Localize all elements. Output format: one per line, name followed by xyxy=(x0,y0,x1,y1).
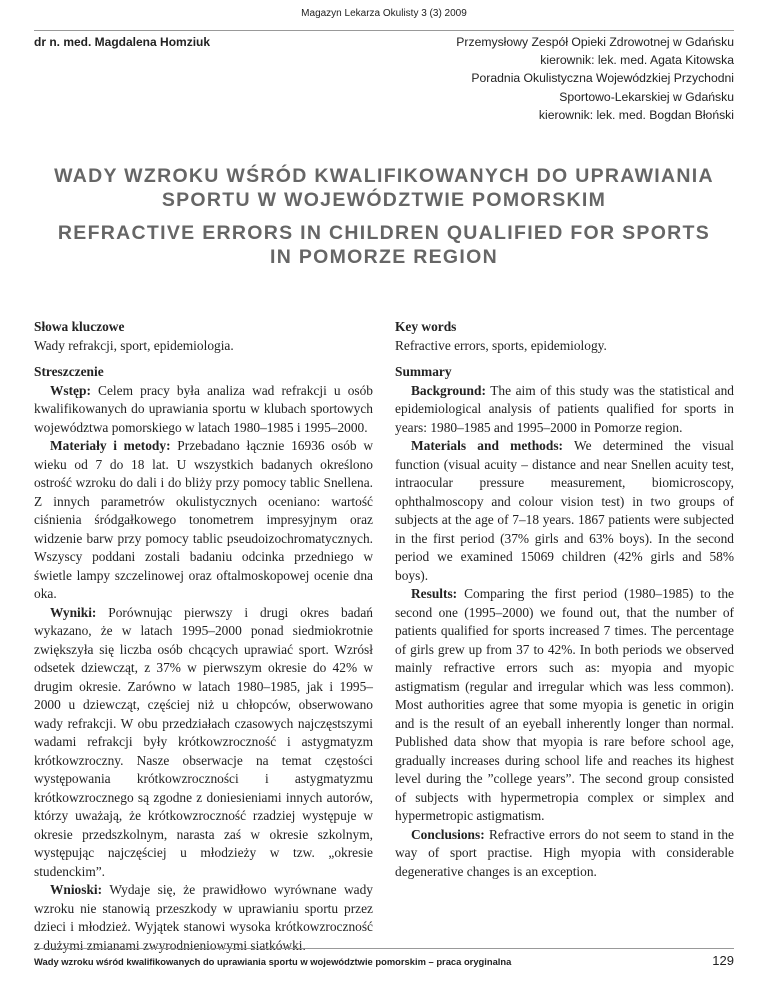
affiliation-line: kierownik: lek. med. Agata Kitowska xyxy=(540,53,734,68)
section-label: Results: xyxy=(411,586,458,601)
article-title-polish xyxy=(34,164,734,212)
title-line: IN POMORZE REGION xyxy=(270,246,498,268)
section-label: Background: xyxy=(411,382,486,398)
section-label: Wyniki: xyxy=(50,604,97,620)
keywords-text: Refractive errors, sports, epidemiology. xyxy=(395,337,607,353)
section-text: Przebadano łącznie 16936 osób w wieku od 7 do 18 lat. U wszystkich badanych określono ostrość wzroku do dali i do bliży przy pomocy tablic Snellena. Z innych parametrów okulistycznych oceniano: wartość ciśnienia śródgałkowego tonometrem impresyjnym oraz widzenie barw przy pomocy tablic pseudoizochromatycznych. Wszyscy poddani zostali badaniu odcinka przedniego w świetle lampy szczelinowej oraz oftalmoskopowej ocenie dna oka. xyxy=(34,438,373,601)
abstract-heading: Streszczenie xyxy=(34,364,104,379)
abstract-paragraph xyxy=(395,437,734,585)
abstract-paragraph xyxy=(34,382,373,438)
title-line: SPORTU W WOJEWÓDZTWIE POMORSKIM xyxy=(161,189,607,211)
title-line: WADY WZROKU WŚRÓD KWALIFIKOWANYCH DO UPRAWIANIA xyxy=(54,165,714,187)
title-line: REFRACTIVE ERRORS IN CHILDREN QUALIFIED FOR SPORTS xyxy=(57,222,711,244)
keywords-heading: Słowa kluczowe xyxy=(34,319,125,334)
affiliation-line: kierownik: lek. med. Bogdan Błoński xyxy=(538,107,734,122)
keywords-text: Wady refrakcji, sport, epidemiologia. xyxy=(34,337,234,353)
affiliation-line: Poradnia Okulistyczna Wojewódzkiej Przychodni xyxy=(471,71,734,86)
section-label: Materials and methods: xyxy=(411,438,563,453)
abstract-heading: Summary xyxy=(395,364,452,379)
running-footer: Wady wzroku wśród kwalifikowanych do uprawiania sportu w województwie pomorskim – praca oryginalna xyxy=(34,956,512,967)
keywords-polish xyxy=(34,318,373,355)
abstract-paragraph xyxy=(34,604,373,882)
section-text: We determined the visual function (visual acuity – distance and near Snellen acuity test, intraocular pressure measurement, biomicroscopy, ophthalmoscopy and colour vision test) in two groups of subjects at the age of 7–18 years. 1867 patients were subjected in the first period (37% girls and 63% boys). In the second period we examined 15069 children (42% girls and 58% boys). xyxy=(395,438,734,583)
affiliation-block xyxy=(456,33,734,124)
abstract-paragraph xyxy=(34,437,373,604)
page-number: 129 xyxy=(712,953,734,968)
journal-header: Magazyn Lekarza Okulisty 3 (3) 2009 xyxy=(301,8,467,19)
section-label: Conclusions: xyxy=(411,826,485,842)
article-title-english xyxy=(34,221,734,269)
footer-divider xyxy=(34,948,734,949)
section-text: Refractive errors do not seem to stand in the way of sport practise. High myopia with considerable degenerative changes is an exception. xyxy=(395,826,734,879)
abstract-paragraph xyxy=(395,382,734,438)
section-text: Celem pracy była analiza wad refrakcji u osób kwalifikowanych do uprawiania sportu w klubach sportowych województwa pomorskiego w latach 1980–1985 i 1995–2000. xyxy=(34,382,374,435)
abstract-paragraph xyxy=(395,585,734,826)
section-text: Porównując pierwszy i drugi okres badań wykazano, że w latach 1995–2000 ponad siedmiokrotnie zwiększyła się liczba osób chcących uprawiać sport. Wzrósł odsetek dziewcząt, z 37% w pierwszym okresie do 42% w drugim okresie. Zarówno w latach 1980–1985, jak i 1995–2000 u dziewcząt, częściej niż u chłopców, obserwowano wady refrakcji. W obu przedziałach czasowych najczęstszymi wadami refrakcji były krótkowzroczność i astygmatyzm krótkowzroczny. Nasze obserwacje na temat częstości występowania krótkowzroczności i astygmatyzmu krótkowzrocznego są zgodne z doniesieniami innych autorów, którzy uważają, że krótkowzroczność rzadziej występuje w okresie przedszkolnym, narasta zaś w okresie szkolnym, występując najczęściej u młodzieży w tzw. „okresie studenckim”. xyxy=(34,604,373,879)
section-label: Wnioski: xyxy=(50,882,103,897)
abstract-paragraph xyxy=(395,826,734,882)
keywords-heading: Key words xyxy=(395,319,457,334)
section-label: Wstęp: xyxy=(50,382,91,398)
abstract-paragraph xyxy=(34,881,373,955)
abstract-polish xyxy=(34,363,373,955)
section-label: Materiały i metody: xyxy=(50,438,171,453)
affiliation-line: Sportowo-Lekarskiej w Gdańsku xyxy=(559,89,734,104)
affiliation-line: Przemysłowy Zespół Opieki Zdrowotnej w Gdańsku xyxy=(456,35,734,49)
section-text: Wydaje się, że prawidłowo wyrównane wady wzroku nie stanowią przeszkody w uprawianiu sportu przez dzieci i młodzież. Wyjątek stanowi wysoka krótkowzroczność z dużymi zmianami zwyrodnieniowymi siatkówki. xyxy=(34,882,373,953)
keywords-english xyxy=(395,318,734,355)
section-text: The aim of this study was the statistical and epidemiological analysis of patients qualified for sports in years: 1980–1985 and 1995–2000 in Pomorze region. xyxy=(395,382,734,435)
abstract-english xyxy=(395,363,734,881)
header-divider xyxy=(34,30,734,31)
author-name: dr n. med. Magdalena Homziuk xyxy=(34,35,211,49)
section-text: Comparing the first period (1980–1985) to the second one (1995–2000) we found out, that the number of patients qualified for sports increased 7 times. The percentage of girls grew up from 37 to 42%. In both periods we observed mainly refractive errors such as: myopia and myopic astigmatism (regular and irregular which was less common). Most authorities agree that some myopia is genetic in origin and is the result of an eyeball inherently longer than normal. Published data show that myopia is rare before school age, gradually increases during school life and reaches its highest level during the ”college years”. The second group consisted of subjects with hypermetropia complex or simplex and hypermetropic astigmatism. xyxy=(395,586,734,823)
